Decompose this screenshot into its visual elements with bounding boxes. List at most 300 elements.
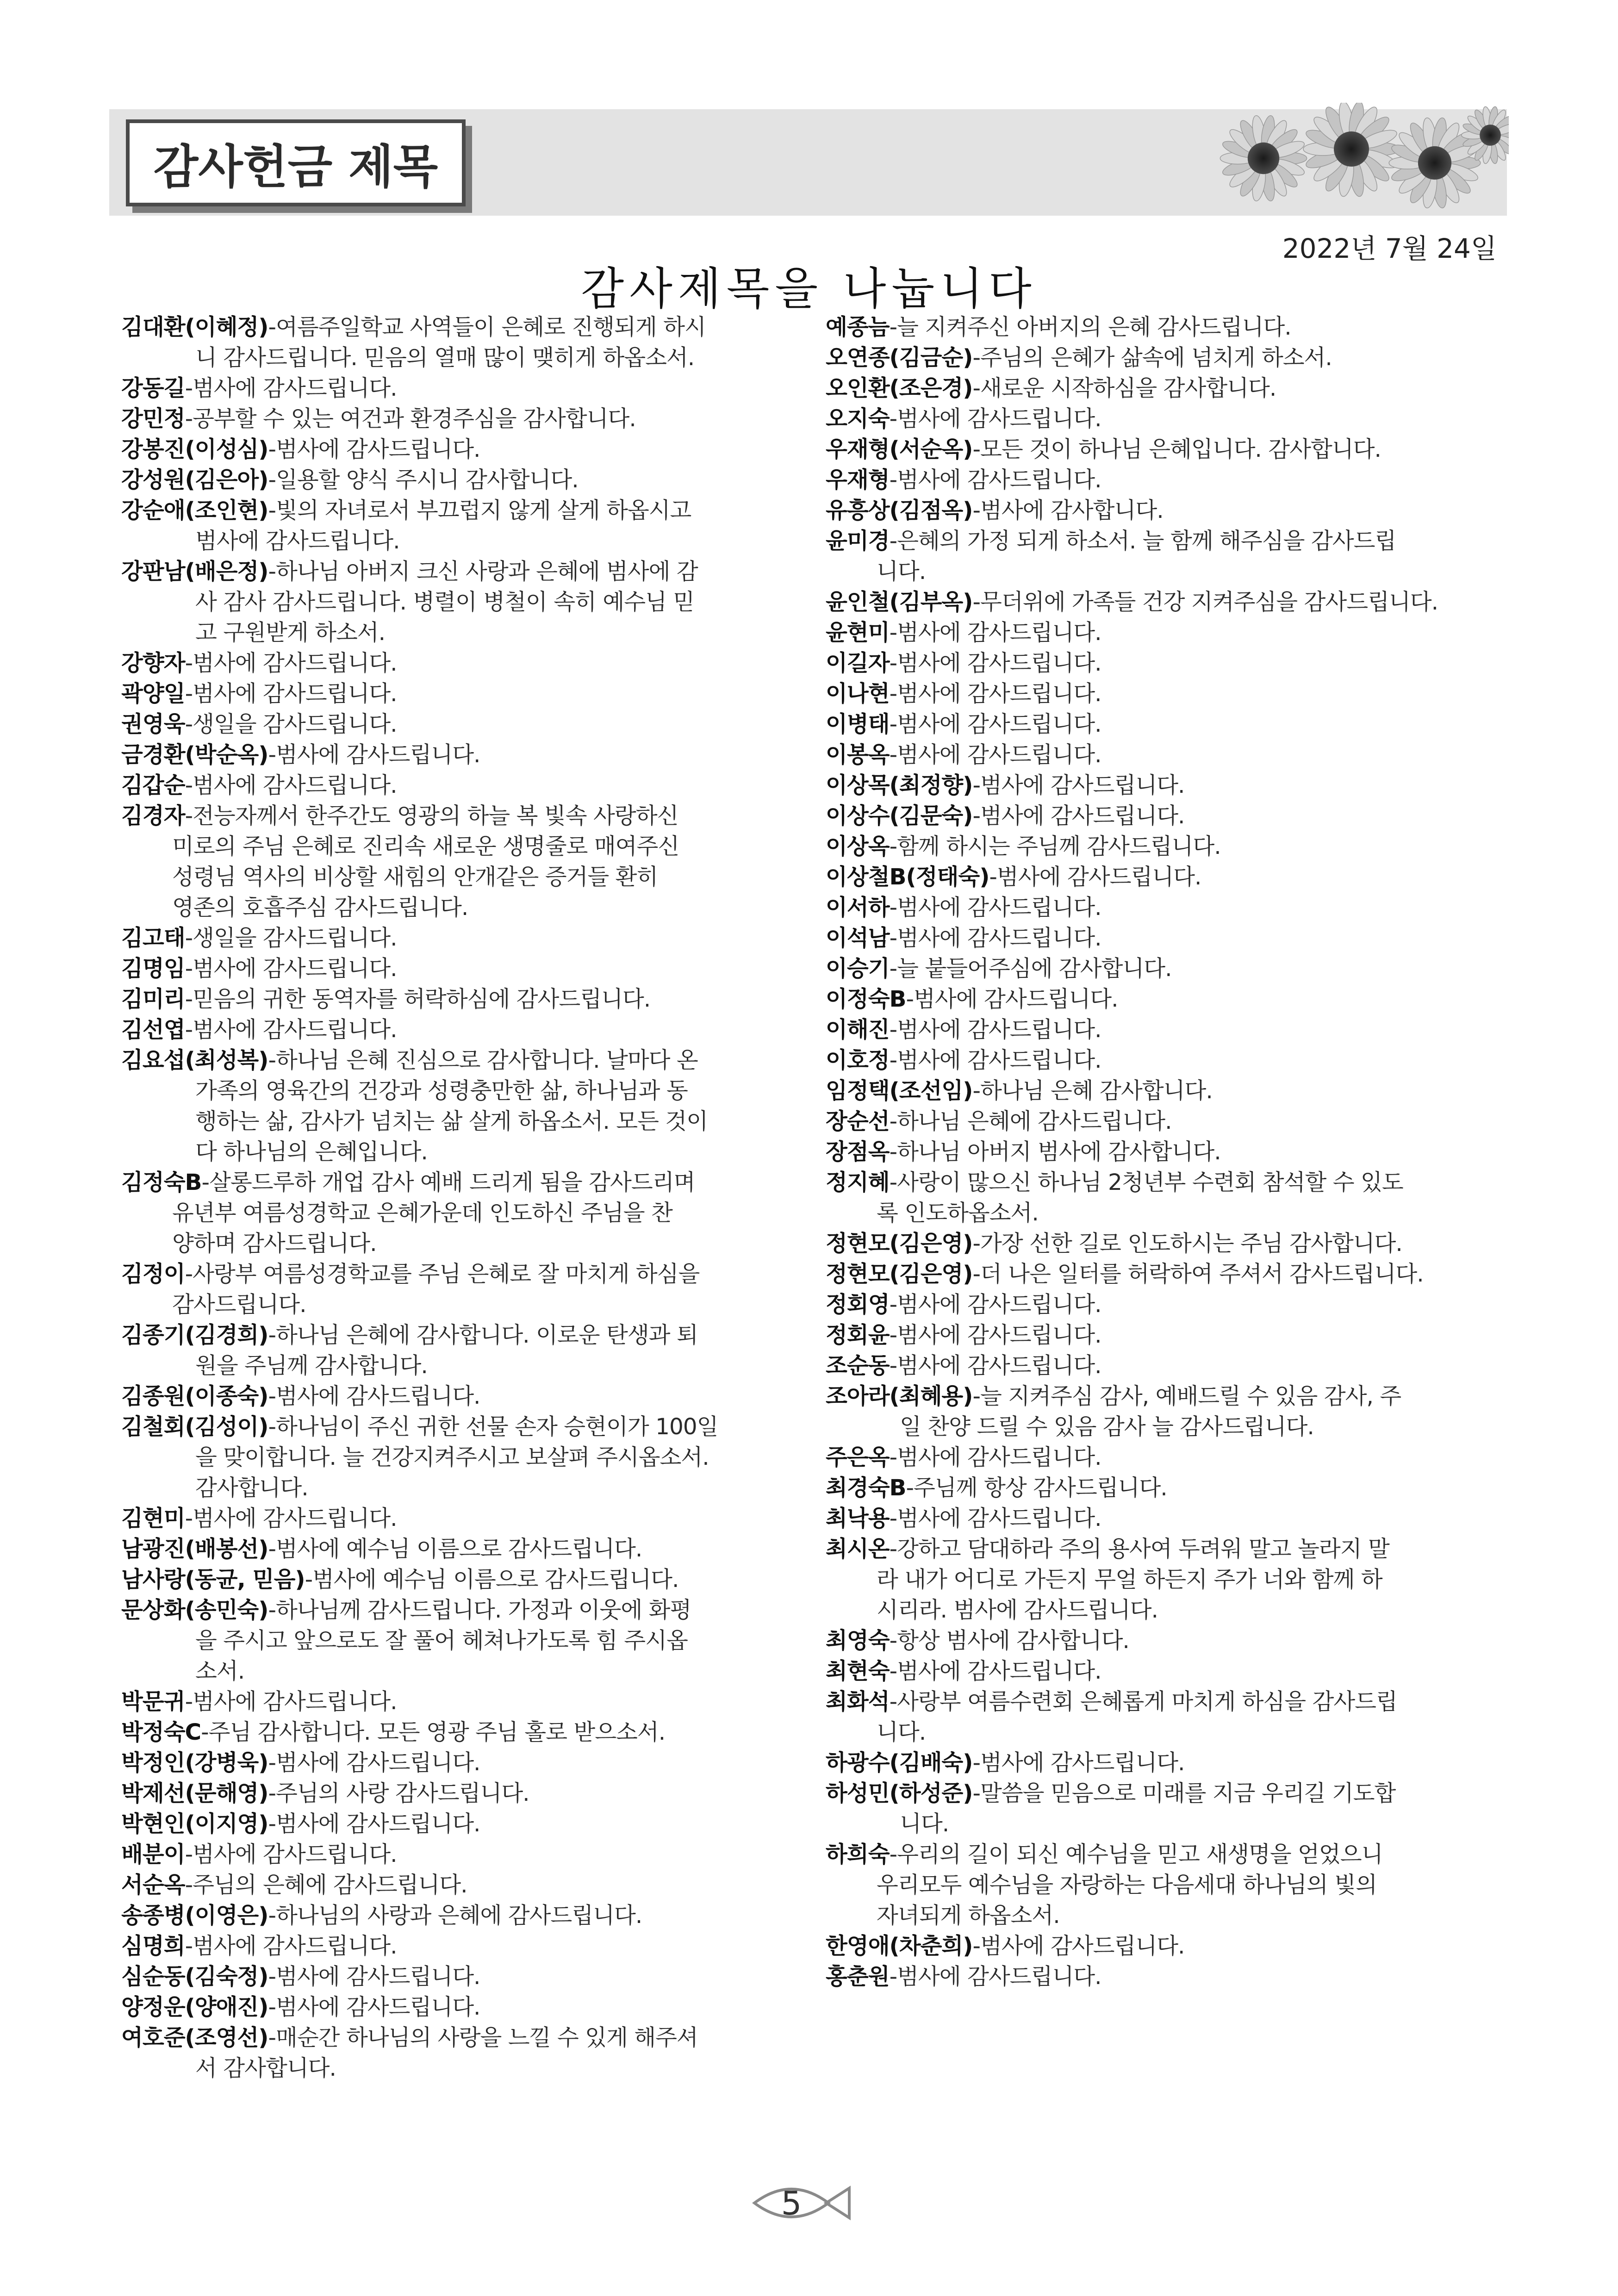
thanks-text: 늘 지켜주신 아버지의 은혜 감사드립니다. — [897, 314, 1291, 340]
title-box — [126, 119, 466, 206]
donor-name: 이해진 — [826, 1017, 890, 1043]
thanks-text: 생일을 감사드립니다. — [193, 925, 397, 951]
entry-line: 박정숙C-주님 감사합니다. 모든 영광 주님 홀로 받으소서. — [121, 1719, 666, 1745]
thanks-entry — [121, 1381, 797, 1412]
donor-name: 문상화(송민숙) — [121, 1597, 268, 1623]
thanks-entry — [826, 1778, 1501, 1839]
thanks-text: 범사에 감사드립니다. — [193, 956, 397, 982]
entry-line: 이나현-범사에 감사드립니다. — [826, 681, 1101, 707]
donor-name: 최화석 — [826, 1689, 890, 1715]
thanks-entry — [121, 1167, 797, 1259]
entry-line: 이길자-범사에 감사드립니다. — [826, 650, 1101, 676]
thanks-text: 범사에 감사드립니다. — [980, 772, 1185, 798]
thanks-entry — [121, 373, 797, 404]
donor-name: 최낙용 — [826, 1506, 890, 1531]
thanks-entry — [826, 1961, 1501, 1992]
thanks-entry — [826, 1503, 1501, 1534]
thanks-entry — [121, 923, 797, 953]
thanks-text: 범사에 감사드립니다. — [897, 650, 1101, 676]
thanks-entry — [121, 1809, 797, 1839]
thanks-text: 유년부 여름성경학교 은혜가운데 인도하신 주님을 찬 — [172, 1200, 672, 1226]
thanks-text: 범사에 감사드립니다. — [193, 681, 397, 707]
thanks-text: 일용할 양식 주시니 감사합니다. — [275, 467, 579, 493]
thanks-text: 범사에 감사드립니다. — [897, 1292, 1101, 1318]
donor-name: 이봉옥 — [826, 742, 890, 768]
thanks-text: 무더위에 가족들 건강 지켜주심을 감사드립니다. — [980, 589, 1438, 615]
thanks-text: 우리의 길이 되신 예수님을 믿고 새생명을 얻었으니 — [897, 1842, 1383, 1867]
thanks-entry — [121, 1992, 797, 2022]
thanks-text: 범사에 감사드립니다. — [275, 1811, 480, 1837]
entry-line: 김경자-전능자께서 한주간도 영광의 하늘 복 빛속 사랑하신 — [121, 803, 678, 829]
entry-line: 금경환(박순옥)-범사에 감사드립니다. — [121, 742, 480, 768]
entry-line: 박제선(문해영)-주님의 사랑 감사드립니다. — [121, 1780, 529, 1806]
entry-line: 박정인(강병욱)-범사에 감사드립니다. — [121, 1750, 480, 1776]
thanks-text: 가장 선한 길로 인도하시는 주님 감사합니다. — [980, 1231, 1402, 1257]
donor-name: 이승기 — [826, 956, 890, 982]
donor-name: 홍춘원 — [826, 1964, 890, 1990]
thanks-entry — [826, 678, 1501, 709]
thanks-text: 주님의 은혜가 삶속에 넘치게 하소서. — [980, 345, 1332, 371]
entry-line — [121, 1106, 797, 1137]
thanks-text: 하나님 아버지 크신 사랑과 은혜에 범사에 감 — [275, 559, 698, 585]
entry-line: 예종늠-늘 지켜주신 아버지의 은혜 감사드립니다. — [826, 314, 1291, 340]
entry-line: 김명임-범사에 감사드립니다. — [121, 956, 397, 982]
donor-name: 강민정 — [121, 406, 185, 432]
entry-line: 윤미경-은혜의 가정 되게 하소서. 늘 함께 해주심을 감사드립 — [826, 528, 1396, 554]
entry-line: 이해진-범사에 감사드립니다. — [826, 1017, 1101, 1043]
donor-name: 심순동(김숙정) — [121, 1964, 268, 1990]
thanks-entry — [121, 312, 797, 373]
entry-line: 김선엽-범사에 감사드립니다. — [121, 1017, 397, 1043]
entry-line: 김종원(이종숙)-범사에 감사드립니다. — [121, 1383, 480, 1409]
thanks-text: 범사에 감사드립니다. — [193, 1842, 397, 1867]
thanks-entry — [826, 1289, 1501, 1320]
thanks-entry — [121, 1931, 797, 1961]
thanks-entry — [826, 1228, 1501, 1259]
donor-name: 이상수(김문숙) — [826, 803, 973, 829]
thanks-entry — [121, 1503, 797, 1534]
thanks-entry — [121, 984, 797, 1014]
entry-line: 심순동(김숙정)-범사에 감사드립니다. — [121, 1964, 480, 1990]
donor-name: 박정숙C — [121, 1719, 201, 1745]
entry-line: 이상수(김문숙)-범사에 감사드립니다. — [826, 803, 1185, 829]
thanks-entry — [121, 1595, 797, 1686]
entry-line: 이봉옥-범사에 감사드립니다. — [826, 742, 1101, 768]
entry-line: 정현모(김은영)-더 나은 일터를 허락하여 주셔서 감사드립니다. — [826, 1261, 1424, 1287]
entry-line — [121, 1228, 797, 1259]
thanks-text: 더 나은 일터를 허락하여 주셔서 감사드립니다. — [980, 1261, 1424, 1287]
entry-line: 강순애(조인현)-빛의 자녀로서 부끄럽지 않게 살게 하옵시고 — [121, 498, 691, 523]
thanks-text: 하나님 은혜 진심으로 감사합니다. 날마다 온 — [275, 1047, 698, 1073]
thanks-text: 범사에 감사드립니다. — [897, 620, 1101, 646]
thanks-entry — [826, 1686, 1501, 1748]
thanks-text: 전능자께서 한주간도 영광의 하늘 복 빛속 사랑하신 — [193, 803, 678, 829]
thanks-text: 범사에 감사드립니다. — [897, 925, 1101, 951]
donor-name: 김갑순 — [121, 772, 185, 798]
thanks-entry — [826, 892, 1501, 923]
entry-line: 김요섭(최성복)-하나님 은혜 진심으로 감사합니다. 날마다 온 — [121, 1047, 698, 1073]
thanks-text: 주님 감사합니다. 모든 영광 주님 홀로 받으소서. — [208, 1719, 666, 1745]
entry-line: 남광진(배봉선)-범사에 예수님 이름으로 감사드립니다. — [121, 1536, 642, 1562]
donor-name: 이상옥 — [826, 834, 890, 859]
thanks-text: 범사에 감사드립니다. — [275, 1964, 480, 1990]
entry-line: 홍춘원-범사에 감사드립니다. — [826, 1964, 1101, 1990]
entry-line — [121, 831, 797, 862]
donor-name: 최시온 — [826, 1536, 890, 1562]
entry-line: 김현미-범사에 감사드립니다. — [121, 1506, 397, 1531]
thanks-text: 범사에 감사드립니다. — [897, 895, 1101, 921]
donor-name: 김현미 — [121, 1506, 185, 1531]
thanks-text: 빛의 자녀로서 부끄럽지 않게 살게 하옵시고 — [275, 498, 691, 523]
donor-name: 이석남 — [826, 925, 890, 951]
donor-name: 김종기(김경희) — [121, 1322, 268, 1348]
thanks-entry — [121, 1961, 797, 1992]
thanks-text: 일 찬양 드릴 수 있음 감사 늘 감사드립니다. — [900, 1414, 1314, 1440]
thanks-entry — [826, 740, 1501, 770]
thanks-text: 소서. — [195, 1658, 245, 1684]
entry-line: 최화석-사랑부 여름수련회 은혜롭게 마치게 하심을 감사드립 — [826, 1689, 1397, 1715]
thanks-text: 원을 주님께 감사합니다. — [195, 1353, 428, 1379]
entry-line: 최경숙B-주님께 항상 감사드립니다. — [826, 1475, 1167, 1501]
entry-line — [826, 1595, 1501, 1625]
page-number: 5 — [781, 2184, 802, 2222]
entry-line: 이상철B(정태숙)-범사에 감사드립니다. — [826, 864, 1201, 890]
entry-line: 양정운(양애진)-범사에 감사드립니다. — [121, 1994, 480, 2020]
thanks-text: 범사에 감사드립니다. — [897, 711, 1101, 737]
thanks-entry — [826, 312, 1501, 342]
thanks-text: 다 하나님의 은혜입니다. — [195, 1139, 428, 1165]
thanks-text: 살롱드루하 개업 감사 예배 드리게 됨을 감사드리며 — [209, 1170, 695, 1195]
thanks-text: 하나님 은혜에 감사드립니다. — [897, 1108, 1172, 1134]
donor-name: 하광수(김배숙) — [826, 1750, 973, 1776]
entry-line: 우재형-범사에 감사드립니다. — [826, 467, 1101, 493]
thanks-text: 범사에 감사드립니다. — [980, 1933, 1185, 1959]
thanks-entry — [826, 1473, 1501, 1503]
donor-name: 남사랑(동균, 믿음) — [121, 1567, 305, 1593]
thanks-entry — [826, 404, 1501, 434]
entry-line — [826, 556, 1501, 587]
thanks-entry — [121, 709, 797, 740]
thanks-text: 하나님이 주신 귀한 선물 손자 승현이가 100일 — [275, 1414, 718, 1440]
donor-name: 예종늠 — [826, 314, 890, 340]
thanks-entry — [826, 831, 1501, 862]
thanks-entry — [826, 617, 1501, 648]
entry-line: 이서하-범사에 감사드립니다. — [826, 895, 1101, 921]
thanks-entry — [826, 923, 1501, 953]
donor-name: 강봉진(이성심) — [121, 436, 268, 462]
thanks-entry — [826, 526, 1501, 587]
donor-name: 김정숙B — [121, 1170, 202, 1195]
donor-name: 조순동 — [826, 1353, 890, 1379]
thanks-text: 범사에 감사드립니다. — [275, 436, 480, 462]
donor-name: 강향자 — [121, 650, 185, 676]
thanks-entry — [121, 1534, 797, 1564]
left-column — [121, 312, 797, 2084]
thanks-entry — [121, 2022, 797, 2084]
donor-name: 곽양일 — [121, 681, 185, 707]
entry-line: 오인환(조은경)-새로운 시작하심을 감사합니다. — [826, 375, 1276, 401]
thanks-text: 범사에 감사드립니다. — [897, 1353, 1101, 1379]
thanks-text: 범사에 감사드립니다. — [914, 986, 1118, 1012]
thanks-text: 공부할 수 있는 여건과 환경주심을 감사합니다. — [193, 406, 636, 432]
donor-name: 배분이 — [121, 1842, 185, 1867]
donor-name: 정회영 — [826, 1292, 890, 1318]
thanks-entry — [826, 770, 1501, 801]
thanks-entry — [121, 1839, 797, 1870]
thanks-text: 서 감사합니다. — [195, 2055, 336, 2081]
thanks-text: 영존의 호흡주심 감사드립니다. — [172, 895, 468, 921]
entry-line: 오연종(김금순)-주님의 은혜가 삶속에 넘치게 하소서. — [826, 345, 1332, 371]
thanks-text: 니다. — [877, 1719, 926, 1745]
thanks-entry — [121, 1717, 797, 1748]
entry-line: 강향자-범사에 감사드립니다. — [121, 650, 397, 676]
thanks-text: 우리모두 예수님을 자랑하는 다음세대 하나님의 빛의 — [877, 1872, 1377, 1898]
donor-name: 한영애(차춘희) — [826, 1933, 973, 1959]
thanks-entry — [121, 404, 797, 434]
entry-line — [121, 892, 797, 923]
thanks-entry — [826, 1931, 1501, 1961]
thanks-text: 늘 지켜주심 감사, 예배드릴 수 있음 감사, 주 — [980, 1383, 1401, 1409]
thanks-entry — [826, 984, 1501, 1014]
entry-line: 정회영-범사에 감사드립니다. — [826, 1292, 1101, 1318]
entry-line: 권영욱-생일을 감사드립니다. — [121, 711, 397, 737]
thanks-entry — [826, 1137, 1501, 1167]
entry-line — [826, 1870, 1501, 1900]
entry-line: 최시온-강하고 담대하라 주의 용사여 두려워 말고 놀라지 말 — [826, 1536, 1389, 1562]
thanks-entry — [826, 648, 1501, 678]
entry-line — [121, 526, 797, 556]
entry-line: 이정숙B-범사에 감사드립니다. — [826, 986, 1118, 1012]
thanks-text: 범사에 감사드립니다. — [193, 1933, 397, 1959]
donor-name: 오지숙 — [826, 406, 890, 432]
thanks-entry — [121, 1259, 797, 1320]
entry-line: 오지숙-범사에 감사드립니다. — [826, 406, 1101, 432]
entry-line: 장점옥-하나님 아버지 범사에 감사합니다. — [826, 1139, 1221, 1165]
entry-line — [121, 587, 797, 617]
donor-name: 이호정 — [826, 1047, 890, 1073]
donor-name: 주은옥 — [826, 1444, 890, 1470]
donor-name: 정현모(김은영) — [826, 1261, 973, 1287]
entry-line — [121, 1198, 797, 1228]
entry-line: 김정이-사랑부 여름성경학교를 주님 은혜로 잘 마치게 하심을 — [121, 1261, 700, 1287]
entry-line: 윤인철(김부옥)-무더위에 가족들 건강 지켜주심을 감사드립니다. — [826, 589, 1438, 615]
thanks-text: 록 인도하옵소서. — [877, 1200, 1039, 1226]
thanks-text: 양하며 감사드립니다. — [172, 1231, 377, 1257]
entry-line: 정지혜-사랑이 많으신 하나님 2청년부 수련회 참석할 수 있도 — [826, 1170, 1403, 1195]
thanks-entry — [121, 740, 797, 770]
thanks-entry — [121, 1412, 797, 1503]
thanks-text: 범사에 감사드립니다. — [897, 467, 1101, 493]
thanks-text: 범사에 감사드립니다. — [193, 1506, 397, 1531]
thanks-entry — [826, 373, 1501, 404]
entry-line: 윤현미-범사에 감사드립니다. — [826, 620, 1101, 646]
thanks-entry — [121, 801, 797, 923]
thanks-text: 범사에 감사드립니다. — [996, 864, 1201, 890]
thanks-text: 범사에 감사드립니다. — [193, 650, 397, 676]
entry-line: 곽양일-범사에 감사드립니다. — [121, 681, 397, 707]
entry-line: 김미리-믿음의 귀한 동역자를 허락하심에 감사드립니다. — [121, 986, 651, 1012]
entry-line: 정현모(김은영)-가장 선한 길로 인도하시는 주님 감사합니다. — [826, 1231, 1402, 1257]
entry-line: 한영애(차춘희)-범사에 감사드립니다. — [826, 1933, 1185, 1959]
thanks-text: 을 주시고 앞으로도 잘 풀어 헤쳐나가도록 힘 주시옵 — [195, 1628, 688, 1654]
entry-line: 박현인(이지영)-범사에 감사드립니다. — [121, 1811, 480, 1837]
donor-name: 송종병(이영은) — [121, 1903, 268, 1929]
thanks-text: 믿음의 귀한 동역자를 허락하심에 감사드립니다. — [193, 986, 651, 1012]
thanks-text: 범사에 감사드립니다. — [897, 1658, 1101, 1684]
donor-name: 조아라(최혜용) — [826, 1383, 973, 1409]
thanks-text: 자녀되게 하옵소서. — [877, 1903, 1060, 1929]
thanks-entry — [121, 465, 797, 495]
thanks-entry — [121, 678, 797, 709]
entry-line: 이호정-범사에 감사드립니다. — [826, 1047, 1101, 1073]
thanks-text: 말씀을 믿음으로 미래를 지금 우리길 기도합 — [980, 1780, 1396, 1806]
donor-name: 하희숙 — [826, 1842, 890, 1867]
thanks-text: 니다. — [877, 559, 926, 585]
donor-name: 박문귀 — [121, 1689, 185, 1715]
thanks-text: 하나님 은혜 감사합니다. — [980, 1078, 1213, 1104]
entry-line: 김갑순-범사에 감사드립니다. — [121, 772, 397, 798]
thanks-text: 라 내가 어디로 가든지 무얼 하든지 주가 너와 함께 하 — [877, 1567, 1382, 1593]
entry-line: 여호준(조영선)-매순간 하나님의 사랑을 느낄 수 있게 해주셔 — [121, 2025, 698, 2051]
donor-name: 김종원(이종숙) — [121, 1383, 268, 1409]
entry-line: 이상목(최정향)-범사에 감사드립니다. — [826, 772, 1185, 798]
thanks-text: 범사에 예수님 이름으로 감사드립니다. — [312, 1567, 679, 1593]
thanks-text: 가족의 영육간의 건강과 성령충만한 삶, 하나님과 동 — [195, 1078, 688, 1104]
thanks-text: 범사에 감사드립니다. — [897, 1017, 1101, 1043]
thanks-entry — [826, 434, 1501, 465]
thanks-text: 주님의 사랑 감사드립니다. — [275, 1780, 529, 1806]
entry-line: 강판남(배은정)-하나님 아버지 크신 사랑과 은혜에 범사에 감 — [121, 559, 698, 585]
entry-line: 강민정-공부할 수 있는 여건과 환경주심을 감사합니다. — [121, 406, 636, 432]
donor-name: 장점옥 — [826, 1139, 890, 1165]
thanks-entry — [121, 770, 797, 801]
entry-line: 이승기-늘 붙들어주심에 감사합니다. — [826, 956, 1172, 982]
thanks-text: 강하고 담대하라 주의 용사여 두려워 말고 놀라지 말 — [897, 1536, 1389, 1562]
thanks-text: 범사에 감사드립니다. — [275, 742, 480, 768]
thanks-text: 범사에 감사드립니다. — [897, 1964, 1101, 1990]
section-subtitle: 감사제목을 나눕니다 — [581, 263, 1037, 315]
thanks-entry — [826, 1656, 1501, 1686]
donor-name: 최현숙 — [826, 1658, 890, 1684]
donor-name: 김경자 — [121, 803, 185, 829]
donor-name: 윤현미 — [826, 620, 890, 646]
thanks-text: 범사에 감사드립니다. — [897, 681, 1101, 707]
thanks-text: 생일을 감사드립니다. — [193, 711, 397, 737]
thanks-entry — [826, 465, 1501, 495]
entry-line: 하희숙-우리의 길이 되신 예수님을 믿고 새생명을 얻었으니 — [826, 1842, 1383, 1867]
thanks-text: 범사에 감사드립니다. — [897, 1506, 1101, 1531]
thanks-text: 하나님께 감사드립니다. 가정과 이웃에 화평 — [275, 1597, 691, 1623]
donor-name: 오연종(김금순) — [826, 345, 973, 371]
entry-line: 장순선-하나님 은혜에 감사드립니다. — [826, 1108, 1172, 1134]
thanks-entry — [121, 495, 797, 556]
entry-line — [121, 1137, 797, 1167]
donor-name: 박현인(이지영) — [121, 1811, 268, 1837]
entry-line: 김종기(김경희)-하나님 은혜에 감사합니다. 이로운 탄생과 퇴 — [121, 1322, 698, 1348]
donor-name: 양정운(양애진) — [121, 1994, 268, 2020]
thanks-text: 니 감사드립니다. 믿음의 열매 많이 맺히게 하옵소서. — [195, 345, 695, 371]
donor-name: 강동길 — [121, 375, 185, 401]
entry-line: 강동길-범사에 감사드립니다. — [121, 375, 397, 401]
entry-line: 김정숙B-살롱드루하 개업 감사 예배 드리게 됨을 감사드리며 — [121, 1170, 695, 1195]
thanks-text: 여름주일학교 사역들이 은혜로 진행되게 하시 — [275, 314, 706, 340]
entry-line — [121, 1442, 797, 1473]
thanks-entry — [121, 556, 797, 648]
donor-name: 이서하 — [826, 895, 890, 921]
donor-name: 이상목(최정향) — [826, 772, 973, 798]
donor-name: 이나현 — [826, 681, 890, 707]
donor-name: 이길자 — [826, 650, 890, 676]
donor-name: 김고태 — [121, 925, 185, 951]
thanks-entry — [826, 1045, 1501, 1076]
thanks-entry — [121, 648, 797, 678]
thanks-entry — [826, 1442, 1501, 1473]
donor-name: 임정택(조선임) — [826, 1078, 973, 1104]
thanks-entry — [826, 495, 1501, 526]
entry-line — [121, 617, 797, 648]
thanks-text: 모든 것이 하나님 은혜입니다. 감사합니다. — [980, 436, 1381, 462]
thanks-entry — [121, 1045, 797, 1167]
thanks-entry — [121, 1748, 797, 1778]
thanks-entry — [826, 1381, 1501, 1442]
donor-name: 금경환(박순옥) — [121, 742, 268, 768]
entry-line: 남사랑(동균, 믿음)-범사에 예수님 이름으로 감사드립니다. — [121, 1567, 679, 1593]
thanks-text: 사 감사 감사드립니다. 병렬이 병철이 속히 예수님 믿 — [195, 589, 695, 615]
entry-line — [121, 1656, 797, 1686]
issue-date: 2022년 7월 24일 — [1282, 233, 1497, 264]
thanks-text: 범사에 감사드립니다. — [897, 1444, 1101, 1470]
entry-line: 심명희-범사에 감사드립니다. — [121, 1933, 397, 1959]
thanks-entry — [826, 801, 1501, 831]
thanks-entry — [826, 1259, 1501, 1289]
entry-line — [826, 1809, 1501, 1839]
entry-line — [121, 342, 797, 373]
donor-name: 유흥상(김점옥) — [826, 498, 973, 523]
donor-name: 김정이 — [121, 1261, 185, 1287]
sunflower-decoration-icon — [1213, 103, 1509, 218]
thanks-entry — [121, 1320, 797, 1381]
thanks-entry — [121, 1900, 797, 1931]
donor-name: 이정숙B — [826, 986, 906, 1012]
entry-line: 송종병(이영은)-하나님의 사랑과 은혜에 감사드립니다. — [121, 1903, 642, 1929]
donor-name: 정회윤 — [826, 1322, 890, 1348]
thanks-text: 범사에 감사드립니다. — [980, 1750, 1185, 1776]
thanks-entry — [826, 1076, 1501, 1106]
thanks-text: 범사에 감사드립니다. — [193, 772, 397, 798]
donor-name: 강순애(조인현) — [121, 498, 268, 523]
thanks-text: 주님께 항상 감사드립니다. — [914, 1475, 1167, 1501]
entry-line — [121, 1473, 797, 1503]
thanks-entry — [121, 1564, 797, 1595]
thanks-text: 사랑이 많으신 하나님 2청년부 수련회 참석할 수 있도 — [897, 1170, 1403, 1195]
thanks-text: 범사에 감사드립니다. — [897, 1047, 1101, 1073]
thanks-entry — [826, 1106, 1501, 1137]
thanks-text: 주님의 은혜에 감사드립니다. — [193, 1872, 467, 1898]
thanks-text: 행하는 삶, 감사가 넘치는 삶 살게 하옵소서. 모든 것이 — [195, 1108, 708, 1134]
entry-line: 김고태-생일을 감사드립니다. — [121, 925, 397, 951]
thanks-text: 시리라. 범사에 감사드립니다. — [877, 1597, 1158, 1623]
thanks-entry — [826, 1839, 1501, 1931]
thanks-text: 매순간 하나님의 사랑을 느낄 수 있게 해주셔 — [275, 2025, 698, 2051]
donor-name: 강성원(김은아) — [121, 467, 268, 493]
donor-name: 최영숙 — [826, 1628, 890, 1654]
thanks-entry — [121, 1778, 797, 1809]
donor-name: 오인환(조은경) — [826, 375, 973, 401]
thanks-text: 새로운 시작하심을 감사합니다. — [980, 375, 1276, 401]
thanks-entry — [826, 953, 1501, 984]
donor-name: 김대환(이혜정) — [121, 314, 268, 340]
thanks-text: 성령님 역사의 비상할 새힘의 안개같은 증거들 환히 — [172, 864, 658, 890]
